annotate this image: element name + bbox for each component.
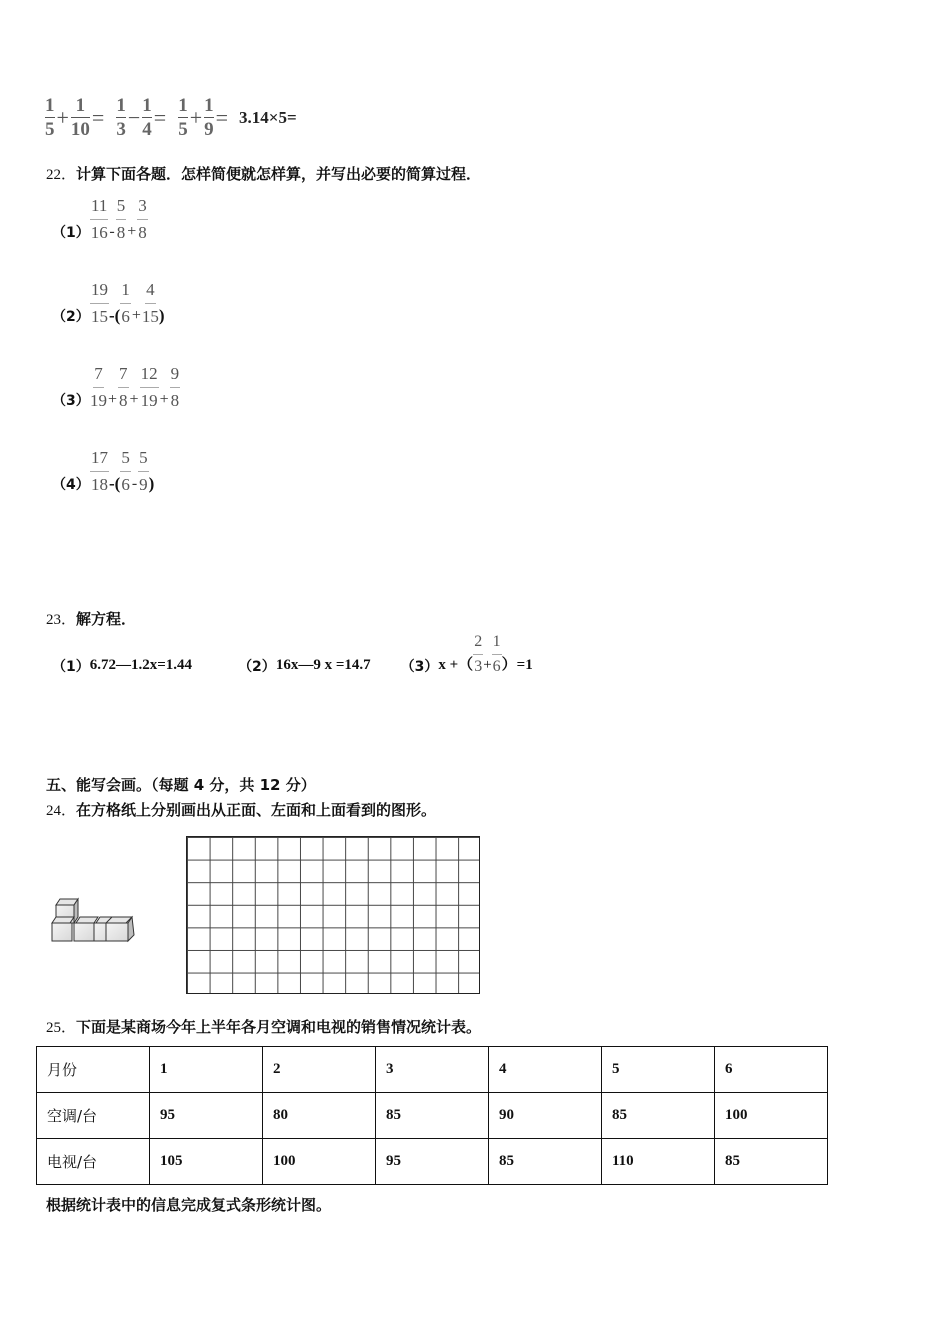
- table-cell: 95: [150, 1093, 263, 1139]
- grid-paper[interactable]: [186, 836, 480, 994]
- instruction-text: 根据统计表中的信息完成复式条形统计图。: [46, 1196, 332, 1214]
- equation-3: x +（ 2 3 + $\frac{1}{6}$ ）=1: [438, 633, 533, 675]
- question-22-heading: [46, 163, 481, 184]
- table-cell: 2: [263, 1047, 376, 1093]
- equation-label: （3）: [400, 659, 439, 675]
- item-label: （4）: [52, 476, 90, 493]
- equals-sign: =: [153, 104, 167, 130]
- table-cell: 80: [263, 1093, 376, 1139]
- fraction: $\frac{1}{5}$: [178, 95, 188, 140]
- question-title: 计算下面各题．怎样简便就怎样算，并写出必要的简算过程．: [76, 165, 482, 183]
- q23-equations: [52, 633, 533, 676]
- table-cell: 100: [715, 1093, 828, 1139]
- item-label: （2）: [52, 308, 90, 325]
- q22-item-4: （4） 17 18 -( 5 6 - 5 9 ): [52, 448, 155, 494]
- table-cell: 85: [489, 1139, 602, 1185]
- table-cell: 105: [150, 1139, 263, 1185]
- operator: −: [127, 104, 141, 130]
- sales-statistics-table: [36, 1046, 828, 1185]
- table-cell: 5: [602, 1047, 715, 1093]
- question-23-heading: [46, 608, 136, 629]
- cube-stack-figure: [48, 895, 140, 945]
- fraction: $\frac{1}{5}$: [45, 95, 55, 140]
- fraction: $\frac{1}{10}$: [70, 95, 90, 140]
- table-cell: 月份: [37, 1047, 150, 1093]
- section-5-heading: [46, 774, 316, 795]
- question-number: 22．: [46, 167, 77, 183]
- table-row: [37, 1047, 828, 1093]
- question-title: 解方程．: [76, 610, 137, 628]
- section-title: 五、能写会画。（每题 4 分，共 12 分）: [46, 776, 316, 794]
- table-cell: 3: [376, 1047, 489, 1093]
- table-cell: 1: [150, 1047, 263, 1093]
- multiplication-expression: 3.14×5=: [239, 107, 297, 127]
- question-title: 在方格纸上分别画出从正面、左面和上面看到的图形。: [76, 801, 437, 819]
- operator: +: [56, 104, 69, 130]
- question-number: 25．: [46, 1020, 77, 1036]
- equals-sign: =: [91, 104, 105, 130]
- fraction: $\frac{1}{4}$: [142, 95, 152, 140]
- q22-item-3: （3） 7 19 + $\frac{7}{8}$ + $\frac{12}{19}$ + $\frac{9}{8}$: [52, 364, 180, 410]
- fraction: $\frac{1}{3}$: [116, 95, 126, 140]
- table-cell: 电视/台: [37, 1139, 150, 1185]
- table-cell: 110: [602, 1139, 715, 1185]
- item-label: （3）: [52, 392, 90, 409]
- question-25-footer: [46, 1194, 331, 1215]
- table-cell: 95: [376, 1139, 489, 1185]
- table-cell: 4: [489, 1047, 602, 1093]
- question-24-heading: [46, 799, 436, 820]
- question-25-heading: [46, 1016, 481, 1037]
- table-cell: 85: [602, 1093, 715, 1139]
- table-cell: 100: [263, 1139, 376, 1185]
- table-row: [37, 1093, 828, 1139]
- question-number: 24．: [46, 803, 77, 819]
- top-calculation-line: [44, 96, 297, 139]
- item-label: （1）: [52, 224, 90, 241]
- table-cell: 空调/台: [37, 1093, 150, 1139]
- equals-sign: =: [215, 104, 229, 130]
- table-row: [37, 1139, 828, 1185]
- equation-label: （1）: [52, 659, 90, 675]
- table-cell: 85: [715, 1139, 828, 1185]
- q22-item-1: （1） 11 16 - 5 8 + $\frac{3}{8}$: [52, 196, 147, 242]
- question-title: 下面是某商场今年上半年各月空调和电视的销售情况统计表。: [76, 1018, 482, 1036]
- question-number: 23．: [46, 612, 77, 628]
- operator: +: [189, 104, 203, 130]
- fraction: $\frac{1}{9}$: [204, 95, 214, 140]
- table-cell: 6: [715, 1047, 828, 1093]
- table-cell: 90: [489, 1093, 602, 1139]
- equation-2: 16x—9 x =14.7: [275, 657, 371, 673]
- table-cell: 85: [376, 1093, 489, 1139]
- equation-label: （2）: [238, 659, 276, 675]
- q22-item-2: （2） 19 15 -( 1 6 + $\frac{4}{15}$ ): [52, 280, 165, 326]
- equation-1: 6.72—1.2x=1.44: [89, 657, 193, 673]
